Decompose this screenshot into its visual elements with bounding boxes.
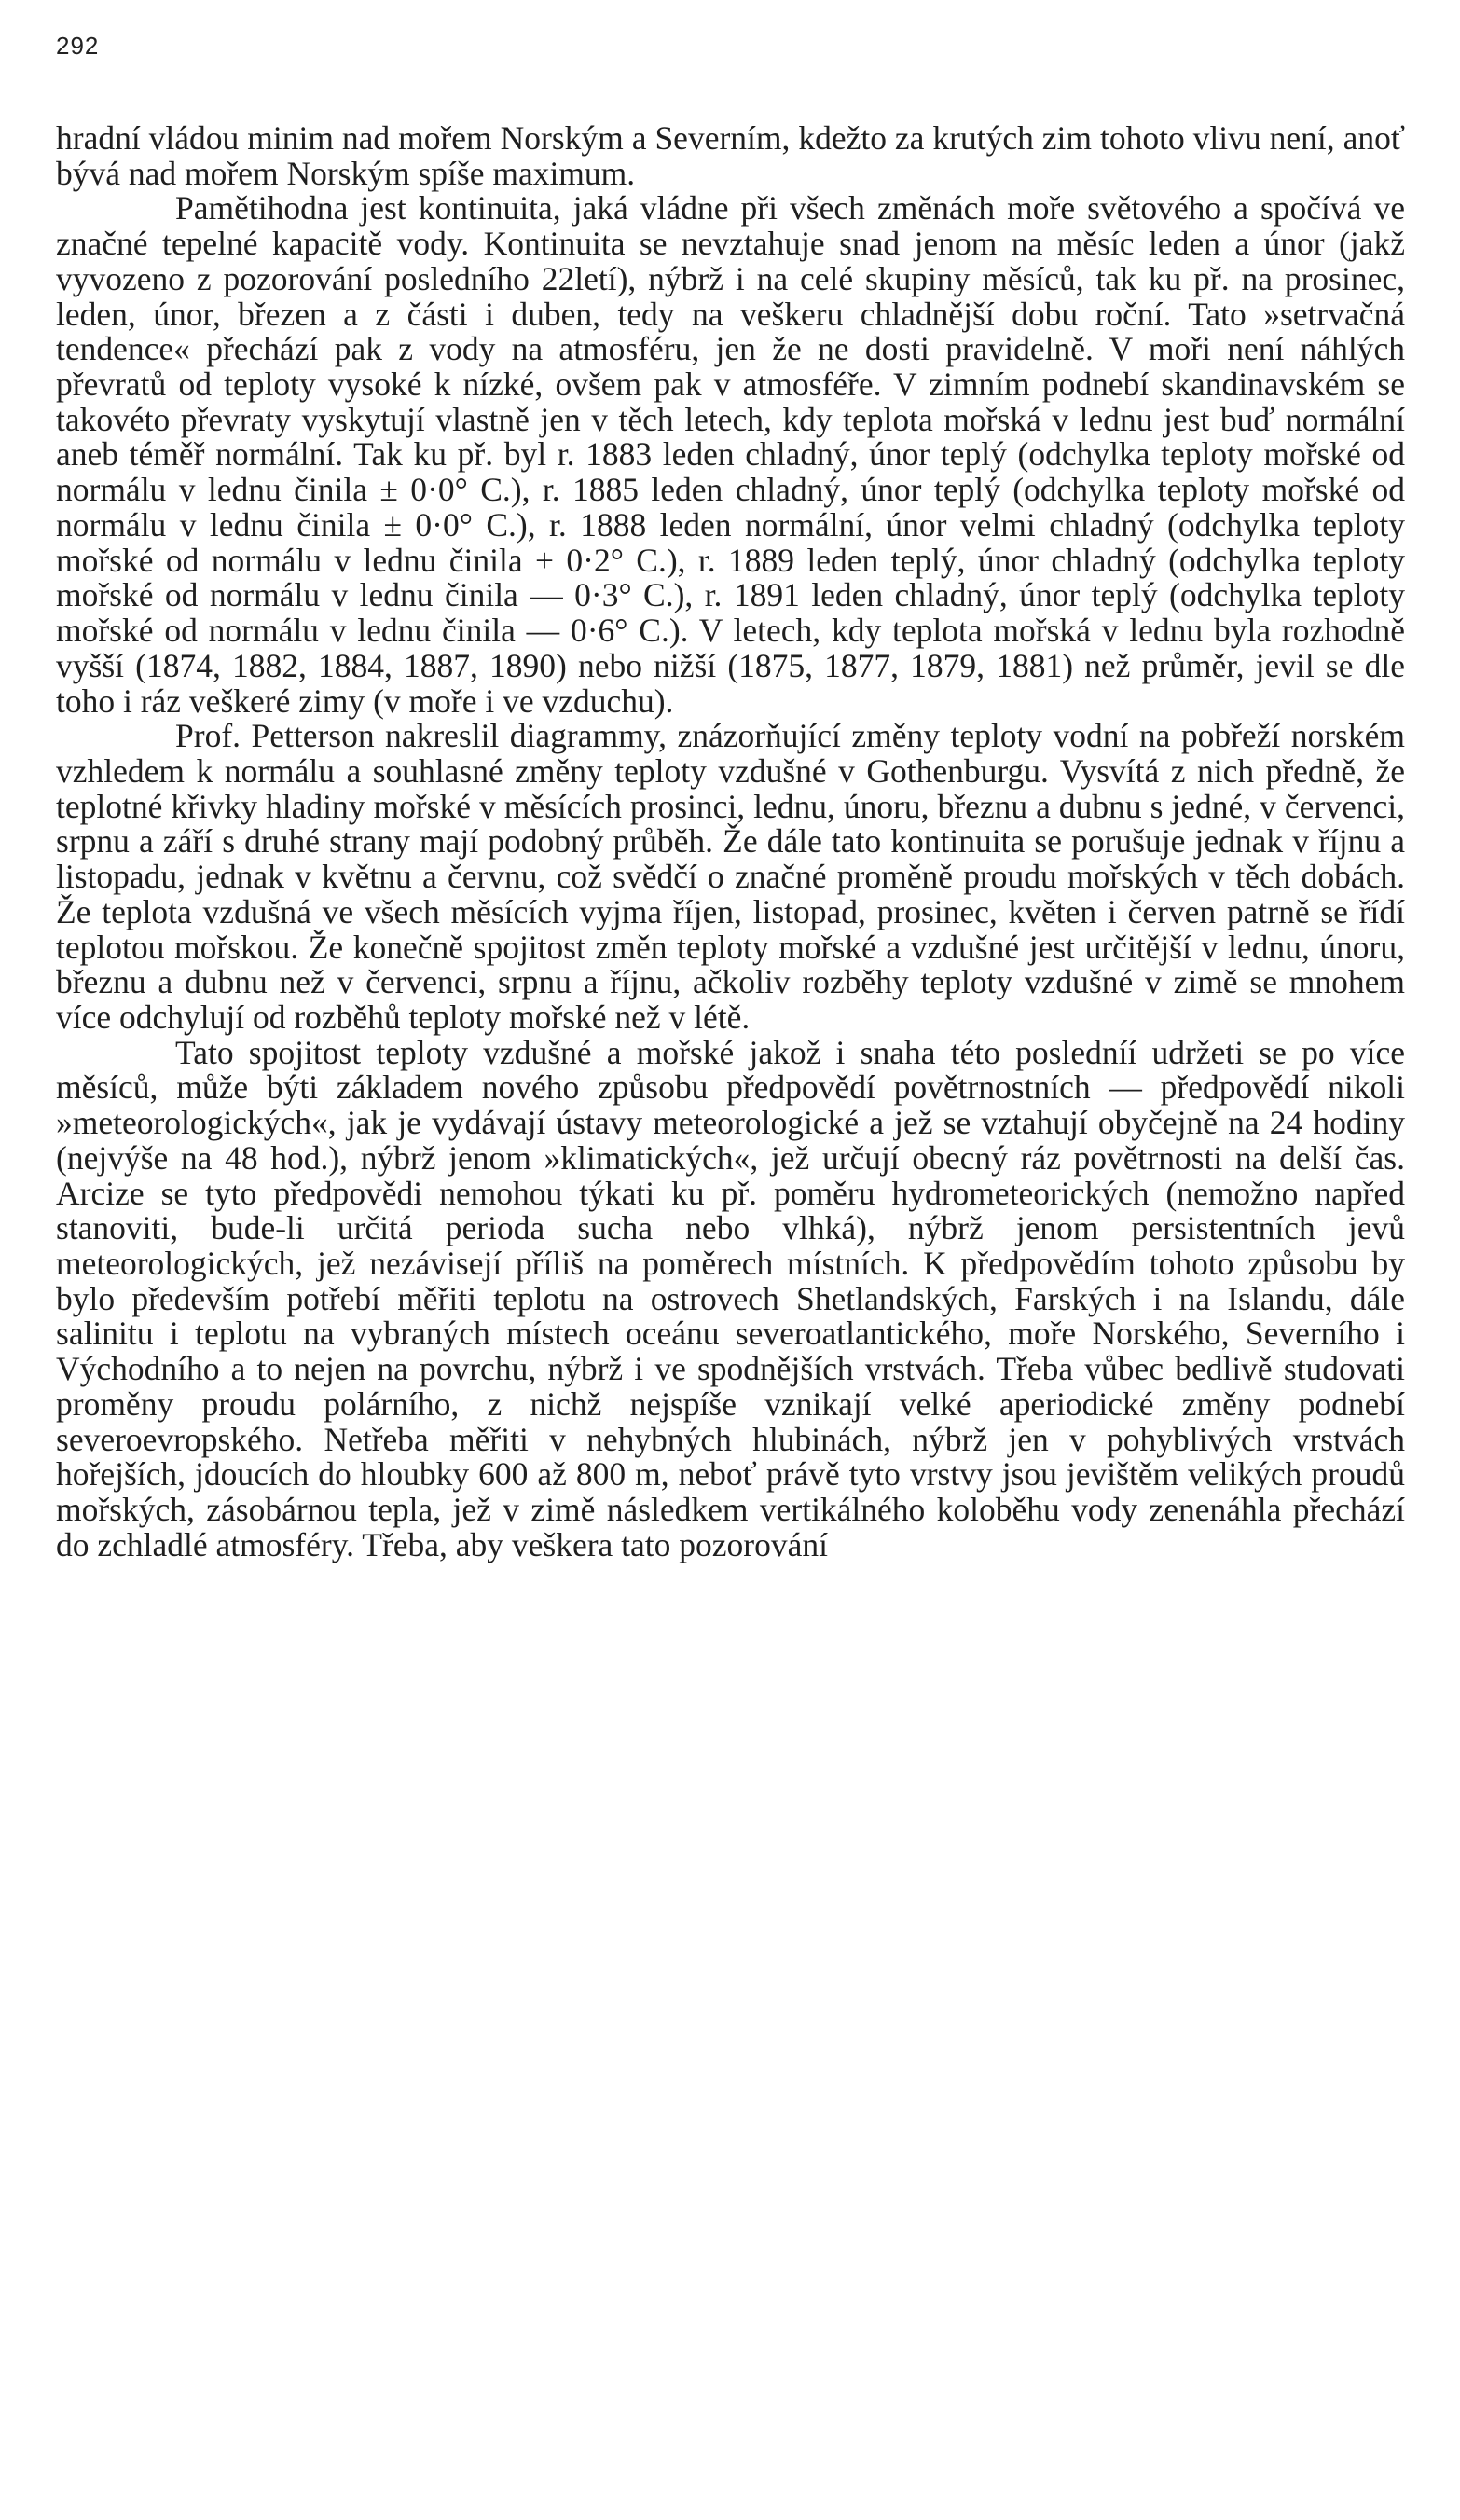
paragraph-continuation: hradní vládou minim nad mořem Norským a Severním, kdežto za krutých zim tohoto vlivu není, anoť bývá nad mořem Norským spíše maximum. [56, 119, 1405, 192]
page-number: 292 [56, 32, 100, 60]
paragraph-forecasts: Tato spojitost teploty vzdušné a mořské jakož i snaha této posledníí udržeti se po více měsíců, může býti základem nového způsobu předpovědí povětrnostních — předpovědí nikoli »meteorologických«, jak je vydávají ústavy meteorologické a jež se vztahují obyčejně na 24 hodiny (nejvýše na 48 hod.), nýbrž jenom »klimatických«, jež určují obecný ráz povětrnosti na delší čas. Arcize se tyto předpovědi nemohou týkati ku př. poměru hydrometeorických (nemožno napřed stanoviti, bude-li určitá perioda sucha nebo vlhká), nýbrž jenom persistentních jevů meteorologických, jež nezávisejí příliš na poměrech místních. K předpovědím tohoto způsobu by bylo především potřebí měřiti teplotu na ostrovech Shetlandských, Farských i na Islandu, dále salinitu i teplotu na vybraných místech oceánu severoatlantického, moře Norského, Severního i Východního a to nejen na povrchu, nýbrž i ve spodnějších vrstvách. Třeba vůbec bedlivě studovati proměny proudu polárního, z nichž nejspíše vznikají velké aperiodické změny podnebí severoevropského. Netřeba měřiti v nehybných hlubinách, nýbrž jen v pohyblivých vrstvách hořejších, jdoucích do hloubky 600 až 800 m, neboť právě tyto vrstvy jsou jevištěm velikých proudů mořských, zásobárnou tepla, jež v zimě následkem vertikálného koloběhu vody zenenáhla přechází do zchladlé atmosféry. Třeba, aby veškera tato pozorování [56, 1033, 1405, 1563]
paragraph-petterson: Prof. Petterson nakreslil diagrammy, znázorňující změny teploty vodní na pobřeží norském vzhledem k normálu a souhlasné změny teploty vzdušné v Gothenburgu. Vysvítá z nich předně, že teplotné křivky hladiny mořské v měsících prosinci, lednu, únoru, březnu a dubnu s jedné, v červenci, srpnu a září s druhé strany mají podobný průběh. Že dále tato kontinuita se porušuje jednak v říjnu a listopadu, jednak v květnu a červnu, což svědčí o značné proměně proudu mořských v těch dobách. Že teplota vzdušná ve všech měsících vyjma říjen, listopad, prosinec, květen i červen patrně se řídí teplotou mořskou. Že konečně spojitost změn teploty mořské a vzdušné jest určitější v lednu, únoru, březnu a dubnu než v červenci, srpnu a říjnu, ačkoliv rozběhy teploty vzdušné v zimě se mnohem více odchylují od rozběhů teploty mořské než v létě. [56, 717, 1405, 1036]
paragraph-continuity: Pamětihodna jest kontinuita, jaká vládne při všech změnách moře světového a spočívá ve značné tepelné kapacitě vody. Kontinuita se nevztahuje snad jenom na měsíc leden a únor (jakž vyvozeno z pozorování posledního 22letí), nýbrž i na celé skupiny měsíců, tak ku př. na prosinec, leden, únor, březen a z části i duben, tedy na veškeru chladnější dobu roční. Tato »setrvačná tendence« přechází pak z vody na atmosféru, jen že ne dosti pravidelně. V moři není náhlých převratů od teploty vysoké k nízké, ovšem pak v atmosféře. V zimním podnebí skandinavském se takovéto převraty vyskytují vlastně jen v těch letech, kdy teplota mořská v lednu jest buď normální aneb téměř normální. Tak ku př. byl r. 1883 leden chladný, únor teplý (odchylka teploty mořské od normálu v lednu činila ± 0·0° C.), r. 1885 leden chladný, únor teplý (odchylka teploty mořské od normálu v lednu činila ± 0·0° C.), r. 1888 leden normální, únor velmi chladný (odchylka teploty mořské od normálu v lednu činila + 0·2° C.), r. 1889 leden teplý, únor chladný (odchylka teploty mořské od normálu v lednu činila — 0·3° C.), r. 1891 leden chladný, únor teplý (odchylka teploty mořské od normálu v lednu činila — 0·6° C.). V letech, kdy teplota mořská v lednu byla rozhodně vyšší (1874, 1882, 1884, 1887, 1890) nebo nižší (1875, 1877, 1879, 1881) než průměr, jevil se dle toho i ráz veškeré zimy (v moře i ve vzduchu). [56, 189, 1405, 720]
body-text [56, 121, 1405, 1563]
